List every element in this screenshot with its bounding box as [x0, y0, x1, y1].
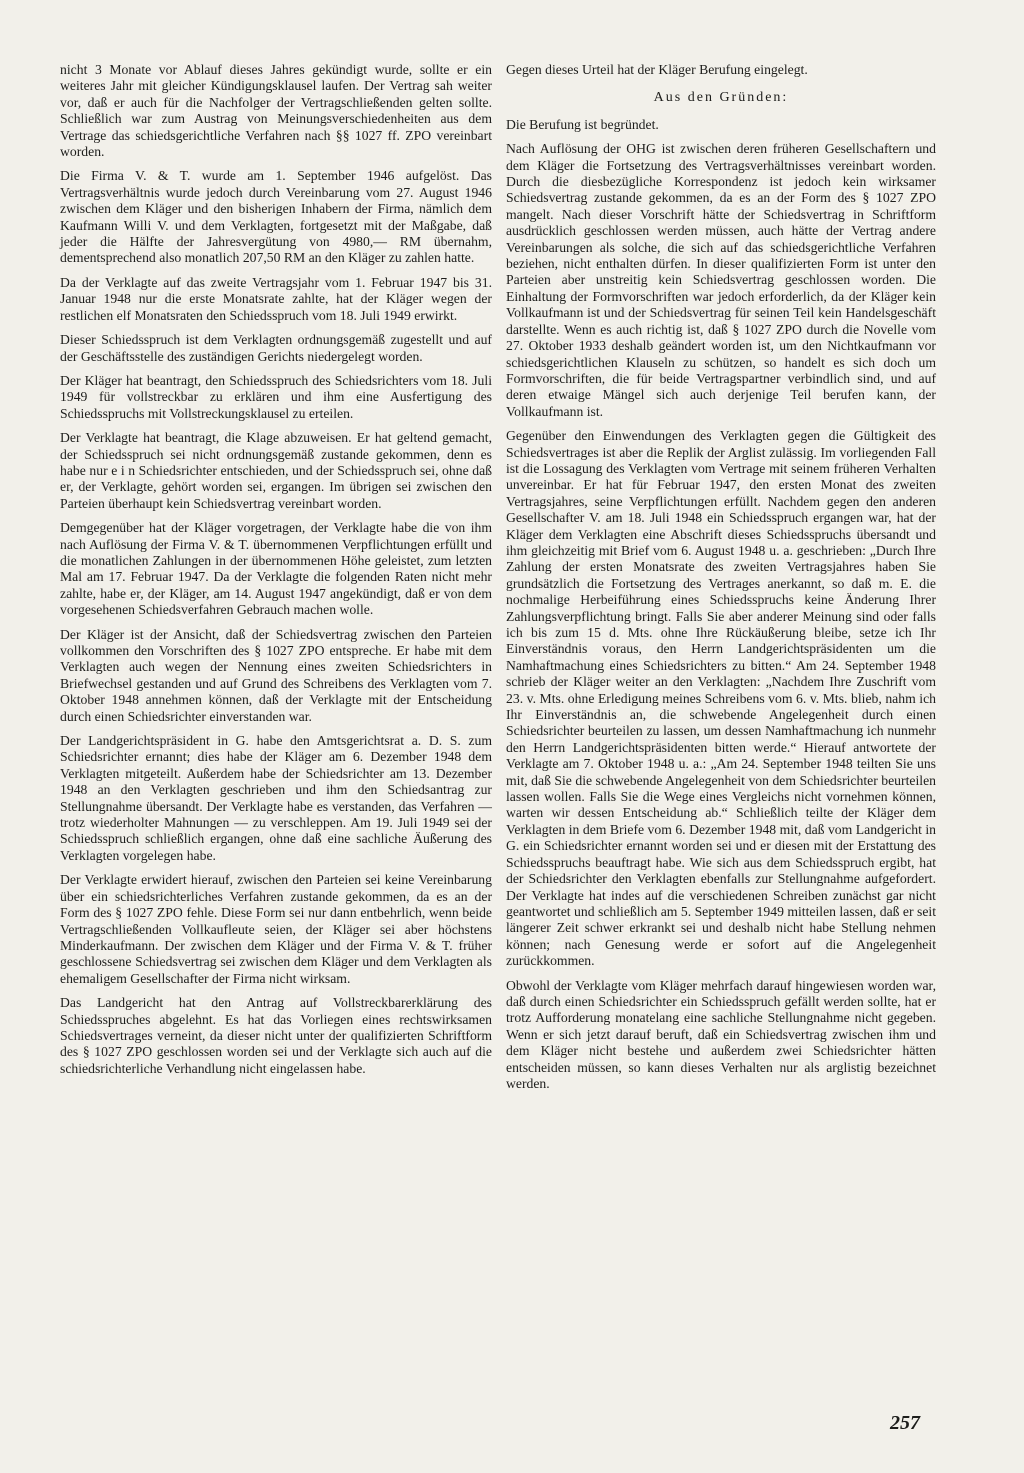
paragraph: Dieser Schiedsspruch ist dem Verklagten ordnungsgemäß zugestellt und auf der Geschäftsstelle des zuständigen Gerichts niedergelegt worden. — [60, 332, 492, 364]
paragraph: Der Verklagte erwidert hierauf, zwischen den Parteien sei keine Vereinbarung über ein schiedsrichterliches Verfahren zustande gekommen, da es an der Form des § 1027 ZPO fehle. Diese Form sei nur dann entbehrlich, wenn beide Vertragschließenden Vollkaufleute seien, der Kläger sei aber höchstens Minderkaufmann. Der zwischen dem Kläger und der Firma V. & T. früher geschlossene Schiedsvertrag sei zwischen dem Kläger und dem Verklagten als ehemaligem Gesellschafter der Firma nicht wirksam. — [60, 872, 492, 986]
right-column — [506, 62, 936, 1100]
paragraph: Obwohl der Verklagte vom Kläger mehrfach darauf hingewiesen worden war, daß durch einen Schiedsrichter ein Schiedsspruch gefällt werden sollte, hat er trotz Aufforderung monatelang eine sachliche Stellungnahme nicht gegeben. Wenn er sich jetzt darauf beruft, daß ein Schiedsvertrag zwischen ihm und dem Kläger nicht bestehe und außerdem zwei Schiedsrichter hätten entscheiden müssen, so kann dieses Verhalten nur als arglistig bezeichnet werden. — [506, 977, 936, 1091]
paragraph: Die Berufung ist begründet. — [506, 116, 659, 132]
paragraph: Der Landgerichtspräsident in G. habe den Amtsgerichtsrat a. D. S. zum Schiedsrichter ernannt; dies habe der Kläger am 6. Dezember 1948 dem Verklagten mitgeteilt. Außerdem habe der Schiedsrichter am 13. Dezember 1948 an den Verklagten geschrieben und ihm den Schiedsantrag zur Stellungnahme übersandt. Der Verklagte habe es verstanden, das Verfahren — trotz wiederholter Mahnungen — zu verschleppen. Am 19. Juli 1949 sei der Schiedsspruch schließlich ergangen, ohne daß eine sachliche Äußerung des Verklagten vorgelegen habe. — [60, 733, 492, 863]
paragraph: Gegen dieses Urteil hat der Kläger Berufung eingelegt. — [506, 62, 808, 77]
paragraph: Die Firma V. & T. wurde am 1. September 1946 aufgelöst. Das Vertragsverhältnis wurde jedoch durch Vereinbarung vom 27. August 1946 zwischen dem Kläger und den bisherigen Inhabern der Firma, nämlich dem Kaufmann Willi V. und dem Verklagten, fortgesetzt mit der Maßgabe, daß jeder die Hälfte der Jahresvergütung von 4980,— RM übernahm, dementsprechend also monatlich 207,50 RM an den Kläger zu zahlen hatte. — [60, 168, 492, 266]
paragraph: nicht 3 Monate vor Ablauf dieses Jahres gekündigt wurde, sollte er ein weiteres Jahr mit gleicher Kündigungsklausel laufen. Der Vertrag sah weiter vor, daß er auch für die Nachfolger der Vertragschließenden gelten sollte. Schließlich war zum Austrag von Meinungsverschiedenheiten aus dem Vertrage das schiedsgerichtliche Verfahren nach §§ 1027 ff. ZPO vereinbart worden. — [60, 62, 492, 160]
left-column — [60, 62, 492, 1085]
paragraph: Der Kläger hat beantragt, den Schiedsspruch des Schiedsrichters vom 18. Juli 1949 für vollstreckbar zu erklären und ihm eine Ausfertigung des Schiedsspruchs mit Vollstreckungsklausel zu erteilen. — [60, 372, 492, 421]
section-heading: Aus den Gründen: — [653, 90, 789, 106]
paragraph: Der Verklagte hat beantragt, die Klage abzuweisen. Er hat geltend gemacht, der Schiedsspruch sei nicht ordnungsgemäß zustande gekommen, denn es habe nur e i n Schiedsrichter entschieden, und der Schiedsspruch sei, ohne daß er, der Verklagte, gehört worden sei, ergangen. Im übrigen sei zwischen den Parteien überhaupt kein Schiedsvertrag vereinbart worden. — [60, 430, 492, 511]
paragraph: Da der Verklagte auf das zweite Vertragsjahr vom 1. Februar 1947 bis 31. Januar 1948 nur die erste Monatsrate zahlte, hat der Kläger wegen der restlichen elf Monatsraten den Schiedsspruch vom 18. Juli 1949 erwirkt. — [60, 274, 492, 323]
page-number: 257 — [890, 1412, 920, 1434]
paragraph: Nach Auflösung der OHG ist zwischen deren früheren Gesellschaftern und dem Kläger die Fortsetzung des Vertragsverhältnisses vereinbart worden. Durch die diesbezügliche Korrespondenz ist jedoch kein wirksamer Schiedsvertrag zustande gekommen, da es an der Form des § 1027 ZPO mangelt. Nach dieser Vorschrift hätte der Schiedsvertrag in Schriftform ausdrücklich geschlossen werden müssen, auch hätte der Vertrag andere Vereinbarungen als solche, die sich auf das schiedsgerichtliche Verfahren beziehen, nicht enthalten dürfen. In dieser qualifizierten Form ist unter den Parteien aber unstreitig kein Schiedsvertrag geschlossen worden. Die Einhaltung der Formvorschriften war jedoch erforderlich, da der Kläger kein Vollkaufmann ist und der Schiedsvertrag für seinen Teil kein Handelsgeschäft darstellte. Wenn es auch richtig ist, daß § 1027 ZPO durch die Novelle vom 27. Oktober 1933 deshalb geändert worden ist, um den Nichtkaufmann vor schiedsgerichtlichen Klauseln zu schützen, so handelt es sich doch um Formvorschriften, die für beide Vertragspartner verbindlich sind, und auf deren etwaige Mängel sich auch derjenige Teil berufen kann, der Vollkaufmann ist. — [506, 141, 936, 419]
paragraph: Der Kläger ist der Ansicht, daß der Schiedsvertrag zwischen den Parteien vollkommen den Vorschriften des § 1027 ZPO entspreche. Er habe mit dem Verklagten auch wegen der Nennung eines zweiten Schiedsrichters in Briefwechsel gestanden und auf Grund des Schreibens des Verklagten vom 7. Oktober 1948 annehmen können, daß der Verklagte mit der Entscheidung durch einen Schiedsrichter einverstanden war. — [60, 626, 492, 724]
paragraph: Gegenüber den Einwendungen des Verklagten gegen die Gültigkeit des Schiedsvertrages ist aber die Replik der Arglist zulässig. Im vorliegenden Fall ist die Lossagung des Verklagten vom Vertrage mit seinem früheren Verhalten unvereinbar. Er hat für Februar 1947, den ersten Monat des zweiten Vertragsjahres, seine Verpflichtungen erfüllt. Nachdem gegen den anderen Gesellschafter V. am 18. Juli 1948 ein Schiedsspruch ergangen war, hat der Kläger dem Verklagten eine Abschrift dieses Schiedsspruchs übersandt und ihm gleichzeitig mit Brief vom 6. August 1948 u. a. geschrieben: „Durch Ihre Zahlung der ersten Monatsrate des zweiten Vertragsjahres haben Sie grundsätzlich die Fortsetzung des Vertrages anerkannt, so daß m. E. die nochmalige Herbeiführung eines Schiedsspruchs keine Änderung Ihrer Zahlungsverpflichtung bringt. Falls Sie aber anderer Meinung sind oder falls ich bis zum 15 d. Mts. ohne Ihre Rückäußerung bleibe, setze ich Ihr Einverständnis voraus, den Herrn Landgerichtspräsidenten um die Namhaftmachung eines Schiedsrichters zu bitten.“ Am 24. September 1948 schrieb der Kläger weiter an den Verklagten: „Nachdem Ihre Zuschrift vom 23. v. Mts. ohne Erledigung meines Schreibens vom 6. v. Mts. blieb, nahm ich Ihr Einverständnis an, die schwebende Angelegenheit durch einen Schiedsrichter beurteilen zu lassen, um dessen Namhaftmachung ich nunmehr den Herrn Landgerichtspräsidenten bitten werde.“ Hierauf antwortete der Verklagte am 7. Oktober 1948 u. a.: „Am 24. September 1948 teilten Sie uns mit, daß Sie die schwebende Angelegenheit von dem Schiedsrichter beurteilen lassen wollen. Falls Sie die Wege eines Vergleichs nicht vornehmen können, warten wir dessen Entscheidung ab.“ Schließlich teilte der Kläger dem Verklagten in dem Briefe vom 6. Dezember 1948 mit, daß vom Landgericht in G. ein Schiedsrichter ernannt worden sei und er diesen mit der Erstattung des Schiedsspruchs beauftragt habe. Wie sich aus dem Schiedsspruch ergibt, hat der Schiedsrichter den Verklagten ebenfalls zur Stellungnahme aufgefordert. Der Verklagte hat indes auf die verschiedenen Schreiben zunächst gar nicht geantwortet und schließlich am 5. September 1949 mitteilen lassen, daß er seit längerer Zeit schwer erkrankt sei und deshalb nicht habe Stellung nehmen können; nach Genesung werde er sofort auf die Angelegenheit zurückkommen. — [506, 428, 936, 969]
paragraph: Demgegenüber hat der Kläger vorgetragen, der Verklagte habe die von ihm nach Auflösung der Firma V. & T. übernommenen Verpflichtungen erfüllt und die monatlichen Zahlungen in der übernommenen Höhe geleistet, zum letzten Mal am 17. Februar 1947. Da der Verklagte die folgenden Raten nicht mehr zahlte, habe er, der Kläger, am 14. August 1947 angekündigt, daß er von dem vorgesehenen Schiedsverfahren Gebrauch machen wolle. — [60, 520, 492, 618]
paragraph: Das Landgericht hat den Antrag auf Vollstreckbarerklärung des Schiedsspruches abgelehnt. Es hat das Vorliegen eines rechtswirksamen Schiedsvertrages verneint, da dieser nicht unter der qualifizierten Schriftform des § 1027 ZPO geschlossen worden sei und der Verklagte sich auch auf die schiedsrichterliche Verhandlung nicht eingelassen habe. — [60, 995, 492, 1076]
